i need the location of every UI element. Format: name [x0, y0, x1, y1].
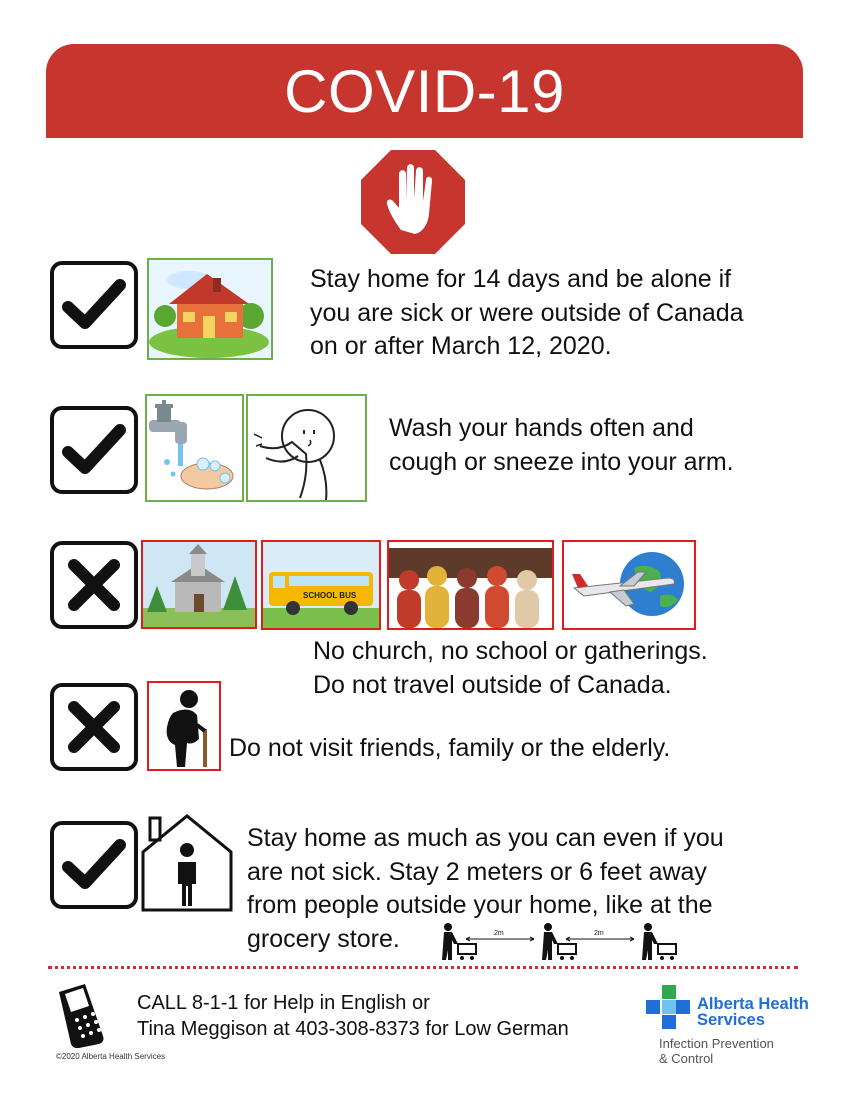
stop-hand-icon [361, 150, 465, 254]
elderly-person-icon [147, 681, 221, 771]
item-4-text: Do not visit friends, family or the elderly. [229, 734, 671, 762]
title-banner [46, 44, 803, 138]
church-illustration [141, 540, 257, 629]
cell-phone-icon [55, 984, 111, 1048]
handwashing-illustration [145, 394, 244, 502]
page-title: COVID-19 [284, 57, 565, 125]
organization-department: Infection Prevention & Control [659, 1036, 774, 1066]
distance-label: 2m [594, 930, 604, 937]
call-info: CALL 8-1-1 for Help in English or Tina Meggison at 403-308-8373 for Low German [137, 992, 569, 1040]
item-1-text: Stay home for 14 days and be alone if you are sick or were outside of Canada on or after March 12, 2020. [310, 265, 744, 360]
shopper-icon [542, 923, 576, 960]
school-bus-illustration [261, 540, 381, 630]
item-3-text: No church, no school or gatherings. Do not travel outside of Canada. [313, 637, 708, 699]
shoppers-distance-pictogram [438, 922, 686, 962]
shopper-icon [642, 923, 676, 960]
distance-label: 2m [494, 930, 504, 937]
footer-divider [48, 966, 798, 969]
item-2-text: Wash your hands often and cough or sneeze into your arm. [389, 414, 734, 476]
airplane-globe-illustration [562, 540, 696, 630]
x-mark-icon [50, 541, 138, 629]
x-mark-icon [50, 683, 138, 771]
cough-into-arm-illustration [246, 394, 367, 502]
shopper-icon [442, 923, 476, 960]
house-illustration [147, 258, 273, 360]
alberta-health-logo-icon [646, 985, 690, 1029]
checkmark-icon [50, 821, 138, 909]
person-in-house-icon [138, 812, 236, 912]
organization-name: Alberta Health Services [697, 995, 809, 1029]
crowd-illustration [387, 540, 554, 630]
checkmark-icon [50, 261, 138, 349]
item-5-text: Stay home as much as you can even if you are not sick. Stay 2 meters or 6 feet away from people outside your home, like at the grocery store. [247, 824, 724, 953]
school-bus-label: SCHOOL BUS [303, 591, 357, 600]
checkmark-icon [50, 406, 138, 494]
copyright: ©2020 Alberta Health Services [56, 1052, 166, 1061]
